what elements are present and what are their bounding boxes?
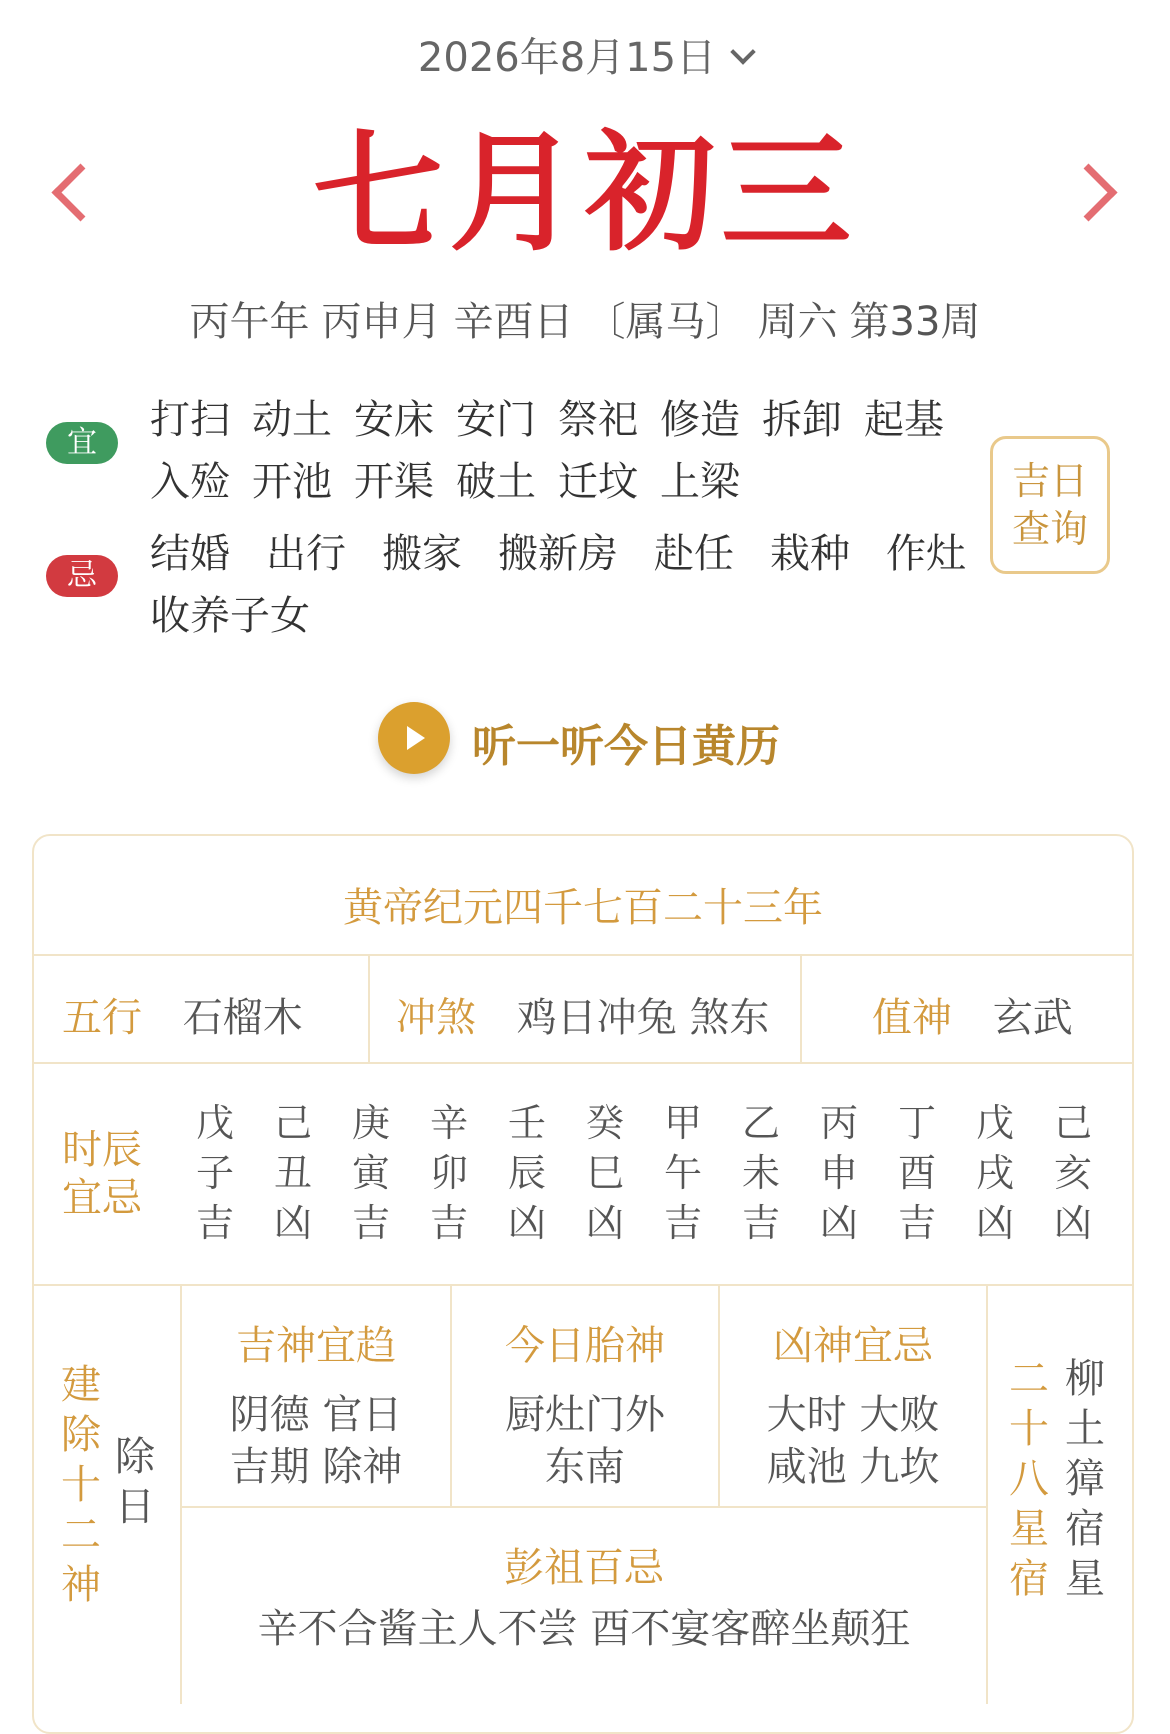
button-label-line2: 查询 bbox=[1011, 507, 1088, 551]
ji-item: 栽种 bbox=[770, 531, 850, 577]
jianchu-label-char: 建 bbox=[61, 1362, 101, 1408]
zhishen-cell bbox=[872, 986, 1073, 1043]
yi-item: 开池 bbox=[252, 459, 332, 505]
xingxiu-label-char: 星 bbox=[1009, 1506, 1049, 1552]
jianchu-value-char: 除 bbox=[115, 1434, 155, 1480]
pengzu-title: 彭祖百忌 bbox=[504, 1545, 664, 1591]
jishen-title: 吉神宜趋 bbox=[236, 1323, 396, 1369]
hour-gan: 甲 bbox=[663, 1101, 702, 1145]
yi-item: 起基 bbox=[864, 397, 944, 443]
wuxing-label: 五行 bbox=[62, 995, 142, 1041]
hour-zhi: 丑 bbox=[273, 1151, 312, 1195]
zhishen-value: 玄武 bbox=[992, 995, 1073, 1041]
ji-item: 搬家 bbox=[382, 531, 462, 577]
jianchu-label-char: 二 bbox=[61, 1512, 101, 1558]
hour-luck: 吉 bbox=[741, 1201, 780, 1245]
jianchu-label bbox=[56, 1360, 106, 1610]
xingxiu-value-char: 柳 bbox=[1065, 1356, 1105, 1402]
hour-gan: 戊 bbox=[195, 1101, 234, 1145]
chongsha-cell bbox=[396, 986, 769, 1043]
hour-column bbox=[346, 1098, 396, 1248]
jishen-cell bbox=[182, 1314, 450, 1493]
xiongshen-line2: 咸池 九坎 bbox=[766, 1444, 940, 1490]
hour-gan: 丙 bbox=[819, 1101, 858, 1145]
chongsha-label: 冲煞 bbox=[396, 995, 476, 1041]
wuxing-cell bbox=[62, 986, 303, 1043]
date-label: 2026年8月15日 bbox=[417, 35, 717, 81]
play-icon[interactable] bbox=[378, 702, 450, 774]
hour-column bbox=[580, 1098, 630, 1248]
hour-zhi: 午 bbox=[663, 1151, 702, 1195]
yi-item: 开渠 bbox=[354, 459, 434, 505]
ganzhi-day: 辛酉日 bbox=[453, 299, 574, 345]
divider bbox=[986, 1284, 988, 1704]
xiongshen-cell bbox=[720, 1314, 986, 1493]
hour-zhi: 戌 bbox=[975, 1151, 1014, 1195]
yi-activities-line1 bbox=[150, 388, 966, 445]
hour-zhi: 子 bbox=[195, 1151, 234, 1195]
xingxiu-label-char: 十 bbox=[1009, 1406, 1049, 1452]
date-selector[interactable] bbox=[0, 26, 1170, 83]
jianchu-label-char: 十 bbox=[61, 1462, 101, 1508]
taishen-title: 今日胎神 bbox=[505, 1323, 665, 1369]
jishen-line1: 阴德 官日 bbox=[229, 1392, 403, 1438]
era-title: 黄帝纪元四千七百二十三年 bbox=[343, 885, 823, 931]
hour-zhi: 辰 bbox=[507, 1151, 546, 1195]
divider bbox=[32, 954, 1134, 956]
yi-item: 拆卸 bbox=[762, 397, 842, 443]
zodiac: 〔属马〕 bbox=[585, 299, 746, 345]
hour-zhi: 未 bbox=[741, 1151, 780, 1195]
hour-luck: 凶 bbox=[975, 1201, 1014, 1245]
chongsha-value: 鸡日冲兔 煞东 bbox=[516, 995, 770, 1041]
hour-gan: 己 bbox=[1053, 1101, 1092, 1145]
ji-activities-line2 bbox=[150, 584, 332, 641]
hour-column bbox=[736, 1098, 786, 1248]
hours-label-line1: 时辰 bbox=[62, 1127, 142, 1173]
chevron-down-icon bbox=[730, 39, 755, 64]
ji-item: 搬新房 bbox=[498, 531, 618, 577]
hour-column bbox=[658, 1098, 708, 1248]
hour-luck: 凶 bbox=[819, 1201, 858, 1245]
hour-zhi: 酉 bbox=[897, 1151, 936, 1195]
pengzu-cell bbox=[182, 1536, 986, 1655]
ji-activities-line1 bbox=[150, 522, 988, 579]
yi-item: 迁坟 bbox=[558, 459, 638, 505]
xingxiu-label-char: 二 bbox=[1009, 1356, 1049, 1402]
xingxiu-value-char: 獐 bbox=[1065, 1456, 1105, 1502]
hour-column bbox=[970, 1098, 1020, 1248]
pengzu-text: 辛不合酱主人不尝 酉不宴客醉坐颠狂 bbox=[257, 1606, 911, 1652]
hour-zhi: 巳 bbox=[585, 1151, 624, 1195]
ji-item: 出行 bbox=[266, 531, 346, 577]
yi-badge: 宜 bbox=[46, 422, 118, 464]
divider bbox=[32, 1284, 1134, 1286]
yi-item: 修造 bbox=[660, 397, 740, 443]
yi-item: 祭祀 bbox=[558, 397, 638, 443]
hour-gan: 乙 bbox=[741, 1101, 780, 1145]
yi-item: 上梁 bbox=[660, 459, 740, 505]
yi-item: 入殓 bbox=[150, 459, 230, 505]
wuxing-value: 石榴木 bbox=[182, 995, 303, 1041]
hour-column bbox=[190, 1098, 240, 1248]
hour-gan: 戊 bbox=[975, 1101, 1014, 1145]
hour-luck: 吉 bbox=[897, 1201, 936, 1245]
hour-gan: 丁 bbox=[897, 1101, 936, 1145]
hour-column bbox=[1048, 1098, 1098, 1248]
jianchu-label-char: 除 bbox=[61, 1412, 101, 1458]
hour-luck: 凶 bbox=[1053, 1201, 1092, 1245]
zhishen-label: 值神 bbox=[872, 995, 952, 1041]
xingxiu-value-char: 星 bbox=[1065, 1556, 1105, 1602]
xiongshen-line1: 大时 大败 bbox=[766, 1392, 940, 1438]
ganzhi-year: 丙午年 bbox=[189, 299, 310, 345]
yi-activities-line2 bbox=[150, 450, 762, 507]
jianchu-value-char: 日 bbox=[115, 1484, 155, 1530]
hour-column bbox=[502, 1098, 552, 1248]
ganzhi-month: 丙申月 bbox=[321, 299, 442, 345]
ganzhi-info bbox=[0, 290, 1170, 347]
yi-item: 打扫 bbox=[150, 397, 230, 443]
hour-zhi: 卯 bbox=[429, 1151, 468, 1195]
divider bbox=[180, 1506, 988, 1508]
xingxiu-value-char: 土 bbox=[1065, 1406, 1105, 1452]
jishen-line2: 吉期 除神 bbox=[229, 1444, 403, 1490]
listen-almanac-link[interactable]: 听一听今日黄历 bbox=[472, 721, 780, 772]
taishen-line1: 厨灶门外 bbox=[505, 1392, 665, 1438]
divider bbox=[32, 1062, 1134, 1064]
hour-zhi: 申 bbox=[819, 1151, 858, 1195]
hour-gan: 壬 bbox=[507, 1101, 546, 1145]
ji-item: 收养子女 bbox=[150, 593, 310, 639]
jianchu-value bbox=[110, 1432, 160, 1532]
yi-item: 动土 bbox=[252, 397, 332, 443]
hour-luck: 吉 bbox=[195, 1201, 234, 1245]
hour-gan: 辛 bbox=[429, 1101, 468, 1145]
ji-item: 结婚 bbox=[150, 531, 230, 577]
hour-zhi: 亥 bbox=[1053, 1151, 1092, 1195]
hour-column bbox=[892, 1098, 942, 1248]
hour-zhi: 寅 bbox=[351, 1151, 390, 1195]
ji-item: 赴任 bbox=[654, 531, 734, 577]
xiongshen-title: 凶神宜忌 bbox=[773, 1323, 933, 1369]
button-label-line1: 吉日 bbox=[1011, 459, 1088, 503]
ji-badge: 忌 bbox=[46, 555, 118, 597]
weekday: 周六 bbox=[757, 299, 838, 345]
hour-column bbox=[424, 1098, 474, 1248]
hour-gan: 癸 bbox=[585, 1101, 624, 1145]
hours-label bbox=[62, 1126, 142, 1222]
divider bbox=[800, 954, 802, 1062]
divider bbox=[368, 954, 370, 1062]
hours-label-line2: 宜忌 bbox=[62, 1175, 142, 1221]
xingxiu-label bbox=[1004, 1354, 1054, 1604]
xingxiu-value-char: 宿 bbox=[1065, 1506, 1105, 1552]
yi-item: 安床 bbox=[354, 397, 434, 443]
jianchu-label-char: 神 bbox=[61, 1562, 101, 1608]
hour-column bbox=[268, 1098, 318, 1248]
hour-gan: 庚 bbox=[351, 1101, 390, 1145]
taishen-line2: 东南 bbox=[545, 1444, 625, 1490]
ji-item: 作灶 bbox=[886, 531, 966, 577]
hour-luck: 凶 bbox=[585, 1201, 624, 1245]
xingxiu-label-char: 宿 bbox=[1009, 1556, 1049, 1602]
yi-item: 安门 bbox=[456, 397, 536, 443]
taishen-cell bbox=[452, 1314, 718, 1493]
hour-luck: 吉 bbox=[663, 1201, 702, 1245]
week-number: 第33周 bbox=[849, 299, 981, 345]
hour-column bbox=[814, 1098, 864, 1248]
hour-luck: 凶 bbox=[273, 1201, 312, 1245]
hour-luck: 吉 bbox=[351, 1201, 390, 1245]
hour-luck: 凶 bbox=[507, 1201, 546, 1245]
hour-gan: 己 bbox=[273, 1101, 312, 1145]
hour-luck: 吉 bbox=[429, 1201, 468, 1245]
auspicious-day-query-button[interactable] bbox=[990, 436, 1110, 574]
yi-item: 破土 bbox=[456, 459, 536, 505]
xingxiu-value bbox=[1060, 1354, 1110, 1604]
xingxiu-label-char: 八 bbox=[1009, 1456, 1049, 1502]
lunar-date-title: 七月初三 bbox=[312, 116, 857, 269]
